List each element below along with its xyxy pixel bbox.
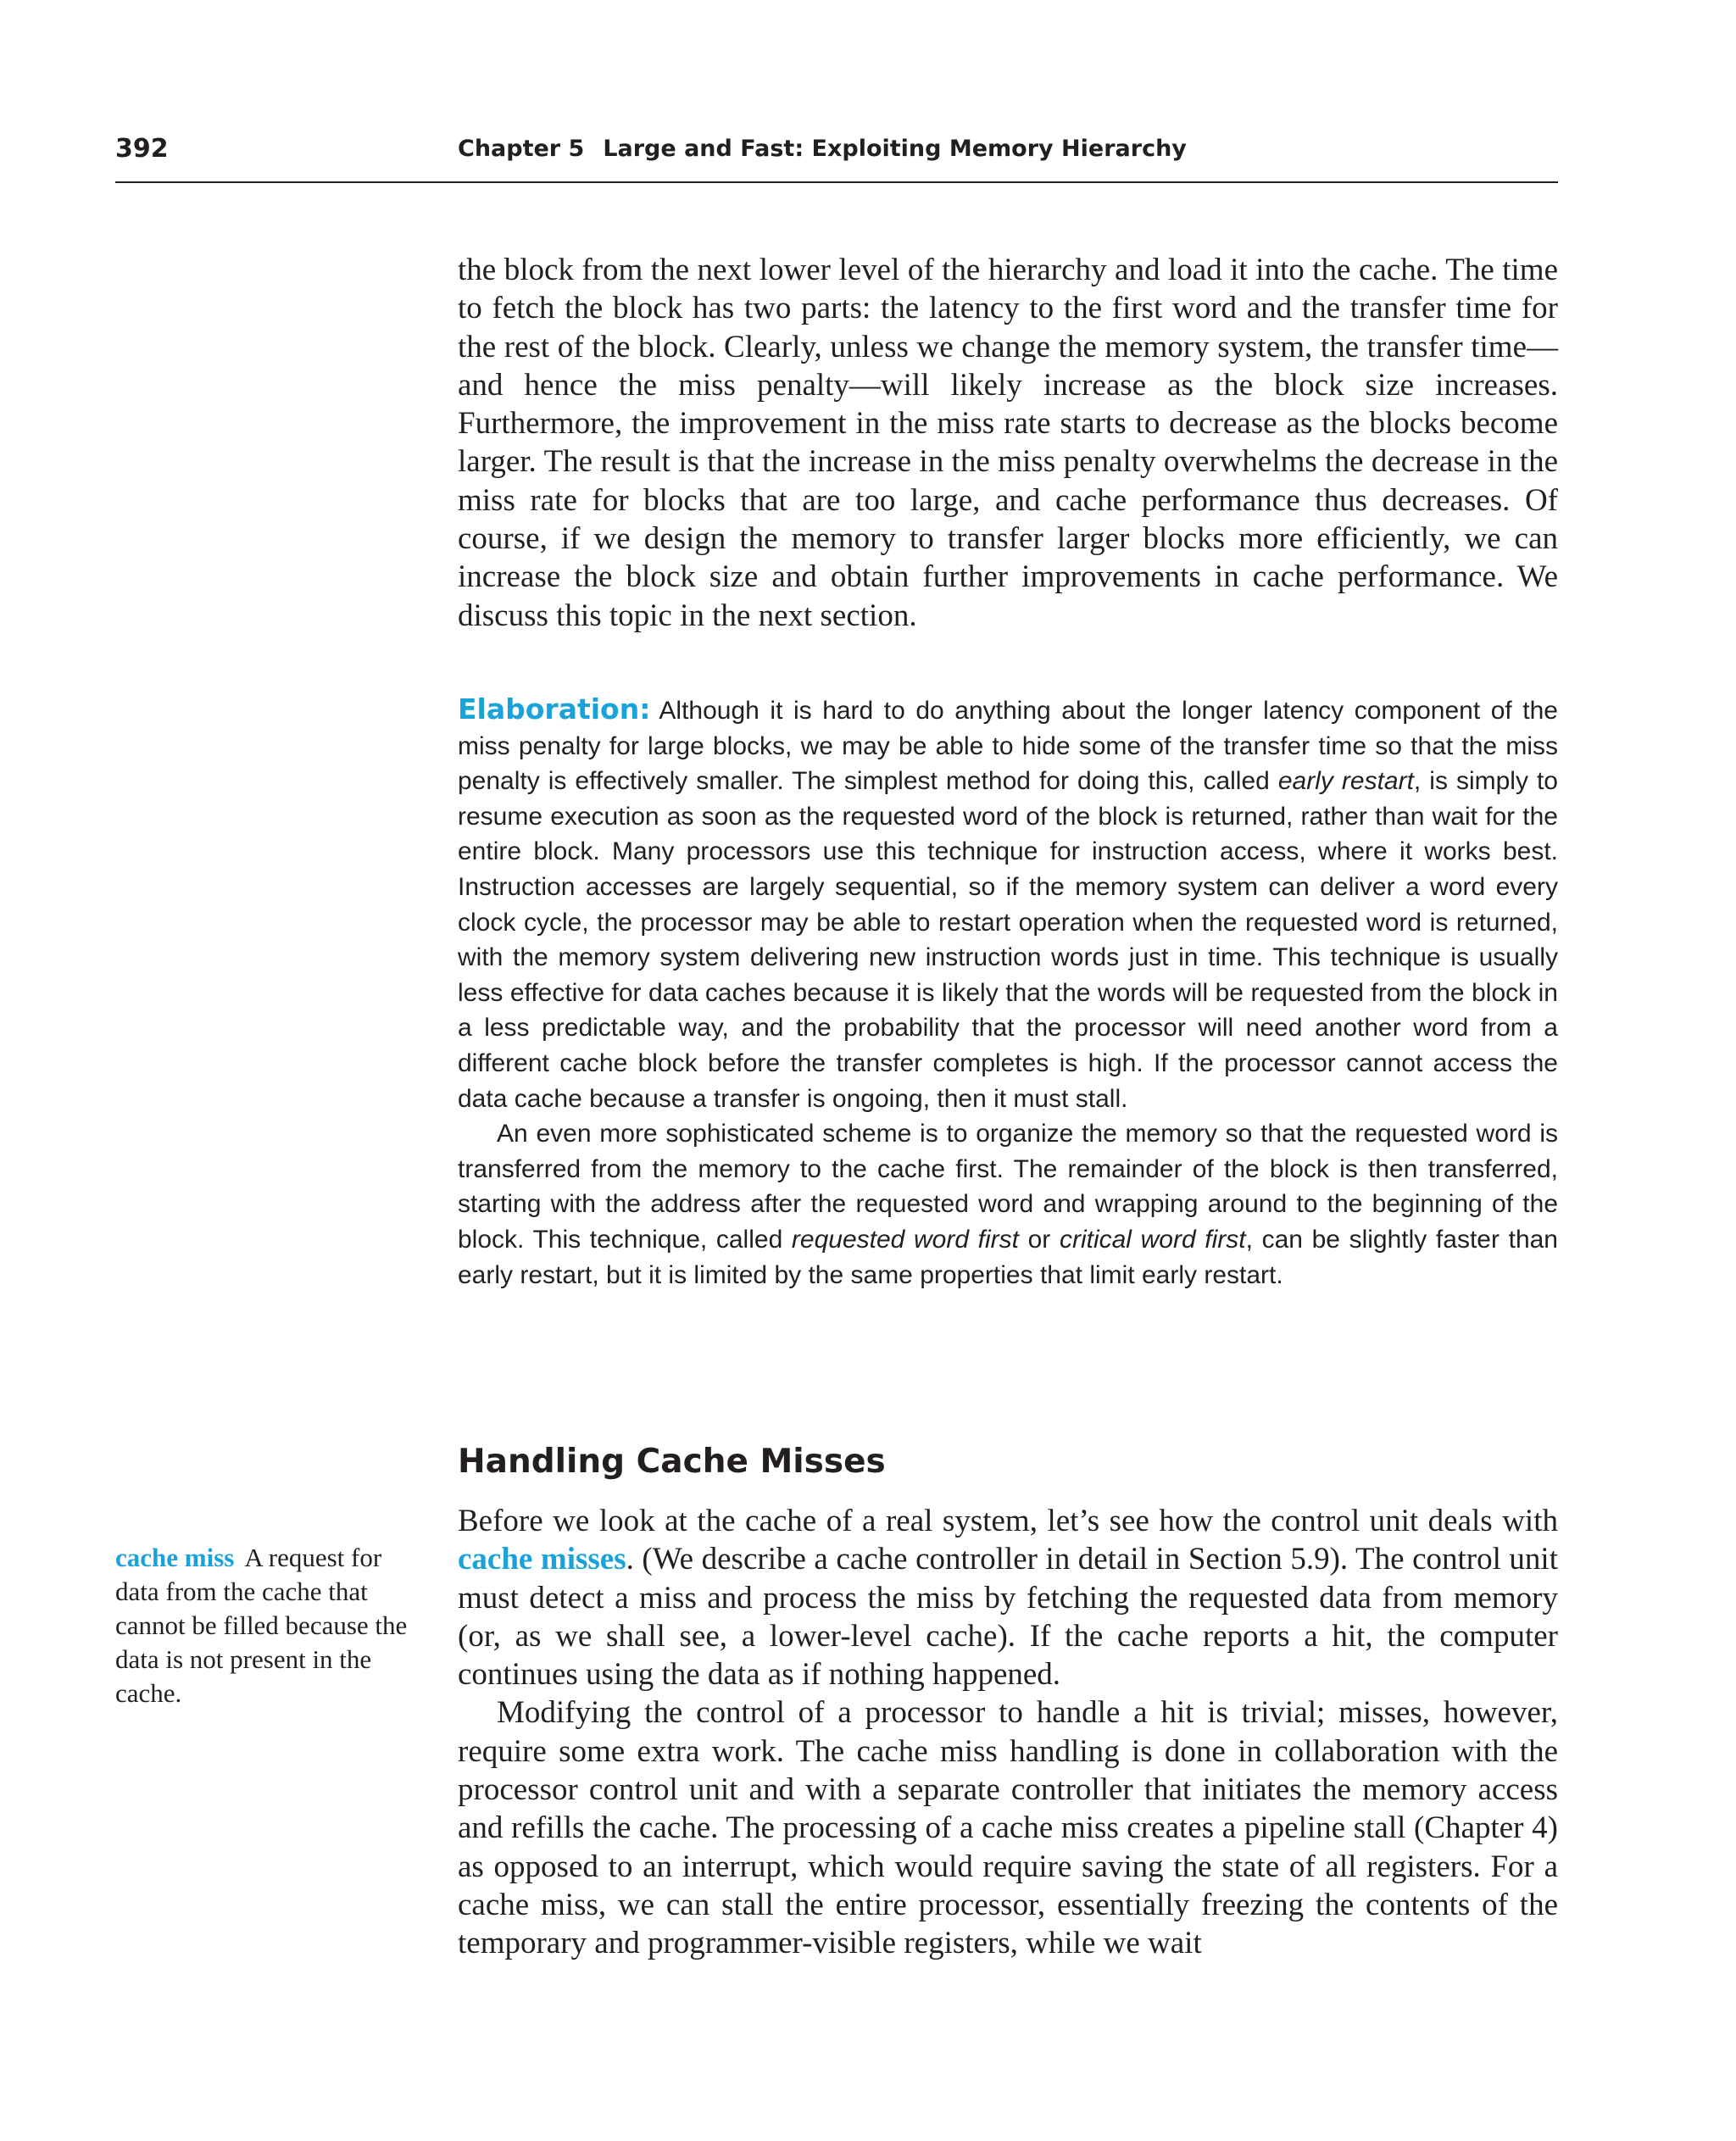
elaboration-text: Although it is hard to do anything about the longer latency component of the miss penalty for large blocks, we may be able to hide some of the transfer time so that the miss penalty is effectively smaller. The simplest method for doing this, called (458, 697, 1558, 796)
section-paragraph-2: Modifying the control of a processor to handle a hit is trivial; misses, however, require some extra work. The cache miss handling is done in collaboration with the processor control unit and with a separate controller that initiates the memory access and refills the cache. The processing of a cache miss creates a pipeline stall (Chapter 4) as opposed to an interrupt, which would require saving the state of all registers. For a cache miss, we can stall the entire processor, essentially freezing the contents of the temporary and programmer-visible registers, while we wait (458, 1695, 1558, 1961)
elaboration-text: , can be slightly faster than early restart, but it is limited by the same properties that limit early restart. (458, 1225, 1558, 1289)
page-number: 392 (115, 134, 169, 164)
section-heading: Handling Cache Misses (458, 1443, 886, 1481)
elaboration-paragraph-1 (458, 692, 1558, 1116)
elaboration-paragraph-2 (458, 1116, 1558, 1293)
elaboration-label: Elaboration: (458, 692, 651, 726)
chapter-title: Large and Fast: Exploiting Memory Hierarchy (603, 136, 1187, 162)
section-text: . (We describe a cache controller in detail in Section 5.9). The control unit must detect a miss and process the miss by fetching the requested data from memory (or, as we shall see, a lower-level cache). If the cache reports a hit, the computer continues using the data as if nothing happened. (458, 1542, 1558, 1693)
margin-term: cache miss (115, 1543, 235, 1572)
body-paragraph: the block from the next lower level of the hierarchy and load it into the cache. The time to fetch the block has two parts: the latency to the first word and the transfer time for the rest of the block. Clearly, unless we change the memory system, the transfer time—and hence the miss penalty—will likely increase as the block size increases. Furthermore, the improvement in the miss rate starts to decrease as the blocks become larger. The result is that the increase in the miss penalty overwhelms the decrease in the miss rate for blocks that are too large, and cache performance thus decreases. Of course, if we design the memory to transfer larger blocks more efficiently, we can increase the block size and obtain further improvements in cache performance. We discuss this topic in the next section. (458, 253, 1558, 633)
term-early-restart: early restart (1277, 767, 1414, 796)
elaboration-text: or (1018, 1225, 1060, 1254)
section-paragraph-1 (458, 1502, 1558, 1693)
glossary-term-cache-misses[interactable]: cache misses (458, 1542, 626, 1577)
elaboration-box (458, 692, 1558, 1293)
body-text (458, 251, 1558, 635)
term-critical-word-first: critical word first (1059, 1225, 1246, 1254)
running-header (115, 127, 1558, 183)
elaboration-text: , is simply to resume execution as soon as the requested word of the block is returned, rather than wait for the entire block. Many processors use this technique for instruction access, where it works best. Instruction accesses are largely sequential, so if the memory system can deliver a word every clock cycle, the processor may be able to restart operation when the requested word is returned, with the memory system delivering new instruction words just in time. This technique is usually less effective for data caches because it is likely that the words will be requested from the block in a less predictable way, and the probability that the processor will need another word from a different cache block before the transfer completes is high. If the processor cannot access the data cache because a transfer is ongoing, then it must stall. (458, 767, 1558, 1113)
margin-definition-text: A request for data from the cache that cannot be filled because the data is not present in the cache. (115, 1543, 408, 1708)
elaboration-text: An even more sophisticated scheme is to organize the memory so that the requested word is transferred from the memory to the cache first. The remainder of the block is then transferred, starting with the address after the requested word and wrapping around to the beginning of the block. This technique, called (458, 1120, 1558, 1254)
term-requested-word-first: requested word first (791, 1225, 1019, 1254)
running-head (458, 136, 1187, 162)
section-body (458, 1502, 1558, 1963)
section-text: Before we look at the cache of a real system, let’s see how the control unit deals with (458, 1504, 1558, 1538)
margin-definition (115, 1541, 420, 1710)
chapter-label: Chapter 5 (458, 136, 585, 162)
